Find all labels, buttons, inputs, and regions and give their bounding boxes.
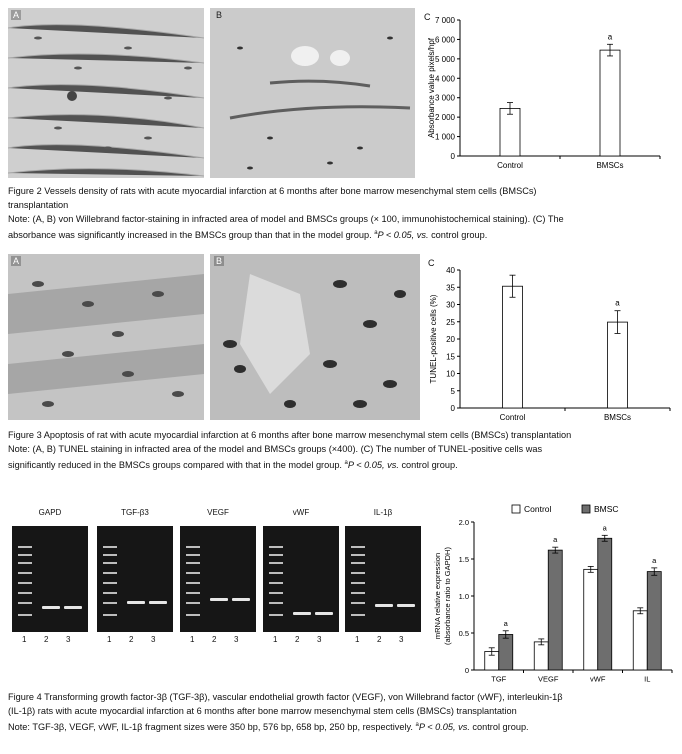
gel-ladder-band [103,546,117,548]
fig4-note-p: P < 0.05, [418,722,459,733]
fig2-chart-y-tick-label: 2 000 [434,113,455,123]
fig3-panel-a-letter: A [13,256,20,266]
gel-ladder-band [186,602,200,604]
gel-sample-band [210,598,228,601]
fig4-chart-significance-label: a [503,618,508,628]
gel-sample-band [397,604,415,607]
gel-sample-band [149,601,167,604]
gel-ladder-band [186,562,200,564]
fig2-note-sup: a [374,230,378,236]
fig3-bar-chart [424,256,676,424]
fig2-chart-y-tick-label: 5 000 [434,54,455,64]
gel-image [345,526,421,632]
gel-image [12,526,88,632]
fig4-chart-y-tick-label: 1.5 [458,555,469,564]
gel-title: VEGF [207,508,229,517]
fig3-chart-y-tick-label: 0 [450,404,455,413]
gel-ladder-band [351,582,365,584]
fig4-chart-bar [598,538,612,670]
fig4-caption-line2: (IL-1β) rats with acute myocardial infarction at 6 months after bone marrow mesenchymal stem cells (BMSCs) transplantation [8,706,517,716]
gel-ladder-band [18,554,32,556]
fig3-panel-b-micrograph [210,254,420,420]
fig3-chart-y-tick-label: 10 [446,369,455,379]
fig3-note-vs: vs. [387,460,399,471]
fig2-panel-b-micrograph [210,8,415,178]
gel-lane-number: 3 [399,635,404,644]
fig3-panel-a-micrograph [8,254,204,420]
fig2-chart-y-tick-label: 0 [450,152,455,161]
fig3-chart-bar [503,286,523,408]
gel-ladder-band [186,546,200,548]
fig4-caption [8,690,678,734]
gel-ladder-band [103,572,117,574]
gel-ladder-band [18,614,32,616]
gel-lane-number: 2 [212,635,217,644]
fig4-chart-y-tick-label: 1.0 [458,592,469,601]
fig3-chart-y-tick-label: 20 [446,335,455,344]
gel-ladder-band [103,592,117,594]
fig3-chart-bar [608,322,628,408]
fig4-chart-bar [548,550,562,670]
gel-ladder-band [269,546,283,548]
gel-ladder-band [351,572,365,574]
fig4-chart-legend-label: Control [524,504,552,514]
fig4-chart-bar [633,611,647,670]
gel-sample-band [293,612,311,615]
fig2-chart-y-axis-label: Absorbance value pixels/hpf [427,37,436,139]
gel-title: GAPD [38,508,62,517]
fig4-chart-bar [534,642,548,670]
fig3-chart-x-tick-label: BMSCs [603,413,632,422]
fig3-panel-a-texture [8,254,204,420]
gel-sample-band [42,606,60,609]
fig2-panel-b-texture [210,8,415,178]
fig2-panel-c-letter: C [424,12,431,22]
fig2-panel-a-letter: A [13,10,20,20]
fig4-caption-line1: Figure 4 Transforming growth factor-3β (TGF-3β), vascular endothelial growth factor (VEGF), von Willebrand factor (vWF), interleukin-1β [8,692,563,702]
gel-ladder-band [103,554,117,556]
fig4-bar-chart [432,498,676,694]
gel-ladder-band [103,582,117,584]
fig2-chart-y-tick-label: 4 000 [434,74,455,84]
fig4-note-text: Note: TGF-3β, VEGF, vWF, IL-1β fragment sizes were 350 bp, 576 bp, 658 bp, 250 bp, respectively. [8,722,416,733]
fig4-chart-bar [584,569,598,670]
gel-sample-band [232,598,250,601]
gel-lane-number: 3 [151,635,156,644]
fig4-chart-bar [499,634,513,670]
gel-lane-number: 1 [107,635,112,644]
fig4-chart-x-tick-label: VEGF [538,674,559,684]
fig2-caption-line2: transplantation [8,200,69,210]
gel-lane-number: 1 [273,635,278,644]
gel-image [263,526,339,632]
fig2-chart-x-tick-label: BMSCs [596,161,624,170]
gel-ladder-band [269,614,283,616]
gel-ladder-band [186,582,200,584]
fig2-note-text: absorbance was significantly increased in the BMSCs group than that in the model group. [8,230,375,241]
gel-ladder-band [18,602,32,604]
gel-sample-band [315,612,333,615]
gel-ladder-band [18,582,32,584]
fig2-chart-y-tick-label: 1 000 [434,132,455,142]
fig4-note-vs: vs. [458,722,470,733]
gel-lane-number: 2 [295,635,300,644]
gel-ladder-band [351,602,365,604]
fig2-note-end: control group. [428,230,488,241]
fig4-chart-significance-label: a [553,535,558,545]
fig3-panel-b-letter: B [216,256,223,266]
gel-ladder-band [103,614,117,616]
gel-lane-number: 3 [234,635,239,644]
fig2-panel-a-texture [8,8,204,178]
gel-lane-number: 2 [129,635,134,644]
fig3-caption-line1: Figure 3 Apoptosis of rat with acute myocardial infarction at 6 months after bone marrow mesenchymal stem cells (BMSCs) transplantation [8,430,572,440]
fig3-chart-y-tick-label: 5 [450,386,455,396]
gel-ladder-band [18,546,32,548]
gel-ladder-band [186,592,200,594]
fig2-chart-y-tick-label: 6 000 [434,35,455,45]
gel-ladder-band [186,572,200,574]
gel-ladder-band [269,572,283,574]
fig4-chart-x-tick-label: TGF [491,674,507,684]
gel-ladder-band [186,554,200,556]
fig3-chart-y-tick-label: 25 [446,317,455,327]
fig3-note-line1: Note: (A, B) TUNEL staining in infracted area of the model and BMSCs groups (×400). (C) The number of TUNEL-positive cells was [8,444,543,454]
gel-ladder-band [269,554,283,556]
fig2-panel-a-micrograph [8,8,204,178]
gel-ladder-band [18,572,32,574]
fig2-chart-y-tick-label: 7 000 [434,16,455,25]
fig2-chart-bar [600,50,620,156]
gel-ladder-band [103,562,117,564]
gel-title: TGF-β3 [121,508,149,517]
fig3-chart-y-axis-label: TUNEL-positive cells (%) [429,294,438,384]
fig2-note-p: P < 0.05, [377,230,417,241]
gel-ladder-band [269,592,283,594]
fig4-note-line1 [8,718,678,734]
fig3-note-p: P < 0.05, [347,460,388,471]
fig4-chart-y-axis-label-2: (absorbance ratio to GAPDH) [443,547,452,645]
fig3-note-text: significantly reduced in the BMSCs groups compared with that in the model group. [8,460,345,471]
gel-lane-number: 1 [355,635,360,644]
fig3-note-line2 [8,456,678,472]
gel-ladder-band [18,592,32,594]
gel-lane-number: 3 [317,635,322,644]
fig2-note-line2 [8,226,678,242]
fig3-chart-y-tick-label: 40 [446,266,455,275]
fig2-bar-chart [420,8,670,180]
fig3-chart-y-tick-label: 30 [446,300,455,310]
gel-sample-band [64,606,82,609]
fig2-note-line1: Note: (A, B) von Willebrand factor-staining in infracted area of model and BMSCs groups (× 100, immunohistochemical staining). (C) The [8,214,564,224]
fig4-note-sup: a [415,722,419,728]
fig4-chart-significance-label: a [602,523,607,533]
gel-ladder-band [18,562,32,564]
fig2-caption-line1: Figure 2 Vessels density of rats with acute myocardial infarction at 6 months after bone marrow mesenchymal stem cells (BMSCs) [8,186,537,196]
gel-ladder-band [351,592,365,594]
fig3-panel-c-letter: C [428,258,435,268]
fig4-chart-y-tick-label: 0.5 [458,629,469,638]
gel-lane-number: 1 [22,635,27,644]
gel-ladder-band [269,602,283,604]
fig4-chart-legend-label: BMSC [594,504,619,514]
fig3-caption [8,428,678,472]
fig4-chart-y-tick-label: 0 [464,666,469,675]
gel-ladder-band [351,562,365,564]
fig3-chart-significance-label: a [615,298,620,308]
gel-title: vWF [292,508,310,517]
gel-image [180,526,256,632]
fig2-chart-bar [500,108,520,156]
fig2-chart-x-tick-label: Control [497,161,523,170]
fig4-chart-legend-swatch [512,505,520,513]
fig3-chart-y-tick-label: 15 [446,352,455,362]
gel-lane-number: 2 [44,635,49,644]
fig4-chart-legend-swatch [582,505,590,513]
fig3-chart-x-tick-label: Control [499,413,526,422]
gel-title: IL-1β [373,508,393,517]
gel-sample-band [375,604,393,607]
gel-lane-number: 3 [66,635,71,644]
fig2-chart-y-tick-label: 3 000 [434,93,455,103]
gel-image [97,526,173,632]
gel-ladder-band [103,602,117,604]
gel-lane-number: 2 [377,635,382,644]
gel-ladder-band [269,582,283,584]
gel-ladder-band [351,546,365,548]
fig2-panel-b-letter: B [216,10,223,20]
fig2-caption [8,184,678,242]
fig2-chart-significance-label: a [607,32,613,42]
fig3-chart-y-tick-label: 35 [446,283,455,293]
gel-ladder-band [186,614,200,616]
gel-ladder-band [269,562,283,564]
fig3-panel-b-texture [210,254,420,420]
gel-lane-number: 1 [190,635,195,644]
fig4-chart-x-tick-label: IL [644,674,651,684]
gel-sample-band [127,601,145,604]
fig2-note-vs: vs. [416,230,429,241]
fig4-chart-bar [647,572,661,670]
fig4-chart-significance-label: a [652,555,657,565]
fig3-note-end: control group. [398,460,458,471]
gel-ladder-band [351,554,365,556]
fig4-chart-y-tick-label: 2.0 [458,518,469,527]
fig4-note-end: control group. [469,722,529,733]
fig3-note-sup: a [344,460,348,466]
gel-ladder-band [351,614,365,616]
fig4-chart-x-tick-label: vWF [590,674,606,684]
fig4-chart-y-axis-label: mRNA relative expression [433,552,442,640]
